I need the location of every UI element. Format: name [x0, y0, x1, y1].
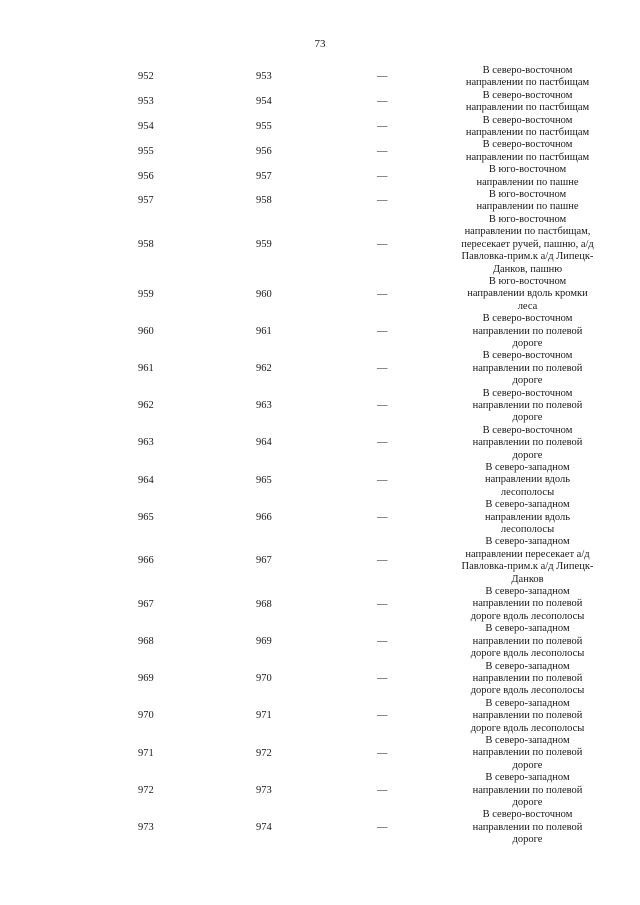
- description-cell: [450, 214, 605, 276]
- table-row: [0, 462, 640, 499]
- point-to: 968: [256, 598, 272, 610]
- point-to: 954: [256, 96, 272, 108]
- description-line: В северо-восточном: [482, 350, 573, 362]
- dash-cell: —: [377, 474, 388, 486]
- point-from: 968: [138, 635, 154, 647]
- description-line: дороге: [512, 834, 543, 846]
- description-line: направлении по пастбищам: [465, 77, 590, 89]
- description-line: направлении по полевой: [472, 635, 583, 647]
- point-from: 966: [138, 555, 154, 567]
- page-number: 73: [314, 38, 326, 50]
- description-cell: [450, 276, 605, 313]
- description-cell: [450, 115, 605, 140]
- point-to: 958: [256, 195, 272, 207]
- table-row: [0, 313, 640, 350]
- description-line: направлении по полевой: [472, 747, 583, 759]
- description-line: направлении по пастбищам: [465, 151, 590, 163]
- description-cell: [450, 90, 605, 115]
- table-row: [0, 735, 640, 772]
- description-line: направлении по полевой: [472, 325, 583, 337]
- description-line: лесополосы: [500, 524, 555, 536]
- description-line: направлении по полевой: [472, 399, 583, 411]
- point-to: 970: [256, 673, 272, 685]
- point-from: 958: [138, 238, 154, 250]
- dash-cell: —: [377, 170, 388, 182]
- description-cell: [450, 350, 605, 387]
- description-line: В северо-восточном: [482, 89, 573, 101]
- description-line: В северо-западном: [485, 586, 570, 598]
- description-line: дороге: [512, 375, 543, 387]
- description-line: В северо-восточном: [482, 387, 573, 399]
- dash-cell: —: [377, 437, 388, 449]
- description-line: направлении по пастбищам: [465, 102, 590, 114]
- description-cell: [450, 772, 605, 809]
- dash-cell: —: [377, 673, 388, 685]
- dash-cell: —: [377, 784, 388, 796]
- dash-cell: —: [377, 71, 388, 83]
- table-row: [0, 425, 640, 462]
- description-line: направлении по пастбищам: [465, 127, 590, 139]
- description-line: В северо-восточном: [482, 809, 573, 821]
- point-to: 966: [256, 511, 272, 523]
- point-to: 973: [256, 784, 272, 796]
- point-from: 954: [138, 121, 154, 133]
- dash-cell: —: [377, 96, 388, 108]
- description-line: Данков, пашню: [492, 263, 563, 275]
- point-to: 974: [256, 821, 272, 833]
- table-row: [0, 388, 640, 425]
- point-to: 967: [256, 555, 272, 567]
- dash-cell: —: [377, 400, 388, 412]
- description-line: В северо-западном: [485, 499, 570, 511]
- description-line: дороге вдоль лесополосы: [470, 685, 585, 697]
- description-cell: [450, 809, 605, 846]
- description-cell: [450, 388, 605, 425]
- description-cell: [450, 499, 605, 536]
- point-from: 967: [138, 598, 154, 610]
- point-from: 965: [138, 511, 154, 523]
- description-line: дороге: [512, 449, 543, 461]
- dash-cell: —: [377, 238, 388, 250]
- point-to: 972: [256, 747, 272, 759]
- description-cell: [450, 661, 605, 698]
- description-line: В северо-западном: [485, 660, 570, 672]
- dash-cell: —: [377, 821, 388, 833]
- description-cell: [450, 586, 605, 623]
- table-row: [0, 65, 640, 90]
- point-to: 969: [256, 635, 272, 647]
- description-line: дороге: [512, 337, 543, 349]
- table-row: [0, 214, 640, 276]
- table-row: [0, 350, 640, 387]
- description-line: дороге: [512, 759, 543, 771]
- description-line: направлении по полевой: [472, 784, 583, 796]
- description-line: направлении по пашне: [476, 176, 579, 188]
- description-line: Павловка-прим.к а/д Липецк-: [461, 251, 594, 263]
- dash-cell: —: [377, 555, 388, 567]
- point-from: 961: [138, 362, 154, 374]
- description-cell: [450, 623, 605, 660]
- description-line: В юго-восточном: [488, 213, 567, 225]
- description-cell: [450, 462, 605, 499]
- table-row: [0, 189, 640, 214]
- dash-cell: —: [377, 598, 388, 610]
- description-line: леса: [517, 300, 538, 312]
- description-line: В северо-восточном: [482, 139, 573, 151]
- description-line: В северо-западном: [485, 772, 570, 784]
- description-line: направлении вдоль кромки: [467, 288, 588, 300]
- description-line: В северо-западном: [485, 462, 570, 473]
- description-line: В северо-западном: [485, 536, 570, 548]
- point-to: 955: [256, 121, 272, 133]
- point-to: 961: [256, 325, 272, 337]
- description-cell: [450, 735, 605, 772]
- dash-cell: —: [377, 195, 388, 207]
- description-line: В юго-восточном: [488, 164, 567, 176]
- description-cell: [450, 425, 605, 462]
- description-cell: [450, 313, 605, 350]
- point-from: 969: [138, 673, 154, 685]
- table-row: [0, 661, 640, 698]
- point-to: 962: [256, 362, 272, 374]
- description-line: дороге вдоль лесополосы: [470, 648, 585, 660]
- table-row: [0, 90, 640, 115]
- description-line: направлении пересекает а/д: [465, 548, 590, 560]
- table-row: [0, 698, 640, 735]
- description-line: направлении по пашне: [476, 201, 579, 213]
- point-from: 957: [138, 195, 154, 207]
- dash-cell: —: [377, 362, 388, 374]
- point-to: 953: [256, 71, 272, 83]
- description-line: лесополосы: [500, 486, 555, 498]
- table-row: [0, 536, 640, 586]
- description-line: дороге вдоль лесополосы: [470, 610, 585, 622]
- point-from: 971: [138, 747, 154, 759]
- description-line: Павловка-прим.к а/д Липецк-: [461, 561, 594, 573]
- description-cell: [450, 698, 605, 735]
- description-line: дороге вдоль лесополосы: [470, 722, 585, 734]
- boundary-table: [0, 65, 640, 847]
- description-cell: [450, 189, 605, 214]
- dash-cell: —: [377, 288, 388, 300]
- description-line: дороге: [512, 412, 543, 424]
- description-line: направлении вдоль: [484, 474, 571, 486]
- point-to: 971: [256, 710, 272, 722]
- description-line: направлении по полевой: [472, 821, 583, 833]
- description-line: В северо-восточном: [482, 65, 573, 76]
- point-from: 962: [138, 400, 154, 412]
- description-line: В северо-западном: [485, 697, 570, 709]
- description-line: В северо-восточном: [482, 424, 573, 436]
- description-line: В северо-западном: [485, 623, 570, 635]
- table-row: [0, 276, 640, 313]
- description-cell: [450, 536, 605, 586]
- dash-cell: —: [377, 747, 388, 759]
- point-from: 956: [138, 170, 154, 182]
- table-row: [0, 164, 640, 189]
- point-to: 956: [256, 145, 272, 157]
- dash-cell: —: [377, 710, 388, 722]
- description-line: В юго-восточном: [488, 275, 567, 287]
- description-line: направлении по полевой: [472, 362, 583, 374]
- table-row: [0, 772, 640, 809]
- description-line: направлении по полевой: [472, 437, 583, 449]
- table-row: [0, 499, 640, 536]
- point-to: 965: [256, 474, 272, 486]
- table-row: [0, 809, 640, 846]
- dash-cell: —: [377, 325, 388, 337]
- table-row: [0, 115, 640, 140]
- dash-cell: —: [377, 145, 388, 157]
- point-from: 955: [138, 145, 154, 157]
- point-from: 959: [138, 288, 154, 300]
- description-line: В юго-восточном: [488, 189, 567, 201]
- point-to: 963: [256, 400, 272, 412]
- description-line: направлении по полевой: [472, 598, 583, 610]
- description-line: направлении вдоль: [484, 511, 571, 523]
- point-from: 960: [138, 325, 154, 337]
- description-line: пересекает ручей, пашню, а/д: [461, 238, 594, 250]
- dash-cell: —: [377, 121, 388, 133]
- description-cell: [450, 65, 605, 90]
- description-line: Данков: [511, 573, 544, 585]
- description-line: направлении по пастбищам,: [464, 226, 591, 238]
- point-to: 959: [256, 238, 272, 250]
- description-line: дороге: [512, 796, 543, 808]
- description-cell: [450, 164, 605, 189]
- description-line: В северо-восточном: [482, 114, 573, 126]
- description-line: направлении по полевой: [472, 710, 583, 722]
- description-line: В северо-восточном: [482, 313, 573, 325]
- description-cell: [450, 139, 605, 164]
- dash-cell: —: [377, 635, 388, 647]
- point-from: 972: [138, 784, 154, 796]
- point-to: 957: [256, 170, 272, 182]
- dash-cell: —: [377, 511, 388, 523]
- point-from: 973: [138, 821, 154, 833]
- description-line: направлении по полевой: [472, 672, 583, 684]
- point-from: 952: [138, 71, 154, 83]
- table-row: [0, 586, 640, 623]
- table-row: [0, 623, 640, 660]
- point-from: 953: [138, 96, 154, 108]
- description-line: В северо-западном: [485, 734, 570, 746]
- point-to: 964: [256, 437, 272, 449]
- point-from: 970: [138, 710, 154, 722]
- point-from: 963: [138, 437, 154, 449]
- table-row: [0, 139, 640, 164]
- point-to: 960: [256, 288, 272, 300]
- point-from: 964: [138, 474, 154, 486]
